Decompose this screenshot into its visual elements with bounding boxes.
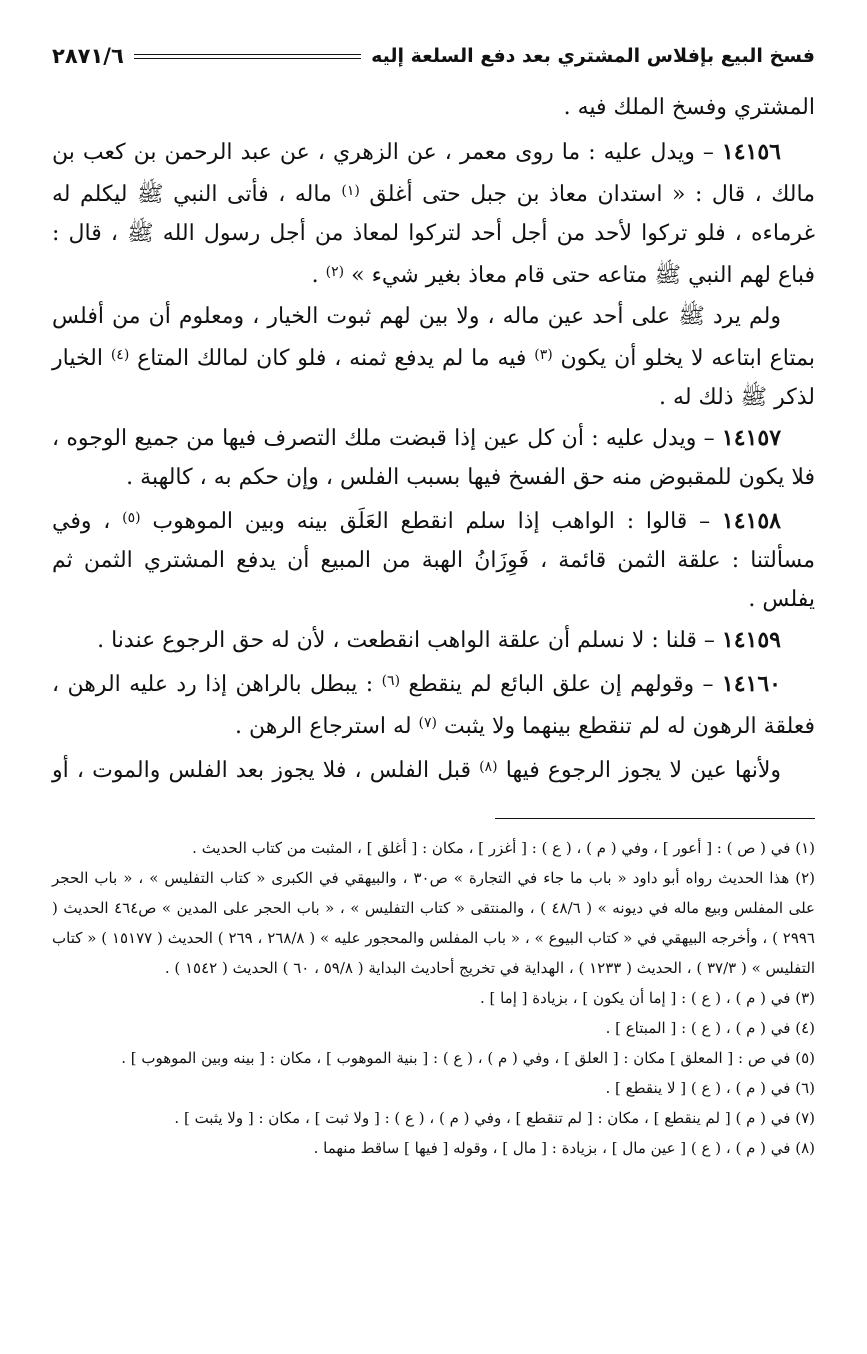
footnote-3: (٣) في ( م ) ، ( ع ) : [ إما أن يكون ] ، بزيادة [ إما ] .	[479, 989, 815, 1007]
paragraph-14157	[52, 419, 815, 497]
footnote-separator	[495, 818, 815, 819]
paragraph-number: ١٤١٥٨	[721, 508, 781, 534]
paragraph-text: ، وفي مسألتنا : علقة الثمن قائمة ، فَوِزَانُ الهبة من المبيع أن يدفع المشتري الثمن ثم يفلس .	[52, 509, 815, 612]
paragraph-number: ١٤١٥٩	[721, 627, 781, 653]
paragraph-continuation: المشتري وفسخ الملك فيه .	[563, 95, 815, 120]
paragraph-text: ولم يرد ﷺ على أحد عين ماله ، ولا بين لهم ثبوت الخيار ، ومعلوم أن من أفلس بمتاع ابتاعه لا يخلو أن يكون	[52, 304, 815, 371]
paragraph-14159	[52, 621, 815, 660]
paragraph-text: الخيار لذكر ﷺ ذلك له .	[52, 346, 815, 410]
footnote-ref[interactable]: (٤)	[110, 347, 130, 363]
footnote-ref[interactable]: (٥)	[122, 510, 141, 526]
paragraph-text: – ويدل عليه : أن كل عين إذا قبضت ملك التصرف فيها من جميع الوجوه ، فلا يكون للمقبوض منه حق الفسخ فيها بسبب الفلس ، وإن حكم به ، كالهبة .	[52, 426, 815, 490]
paragraph-text: – قالوا : الواهب إذا سلم انقطع العَلَق بينه وبين الموهوب	[140, 509, 711, 534]
paragraph-text: – قلنا : لا نسلم أن علقة الواهب انقطعت ، لأن له حق الرجوع عندنا .	[97, 628, 715, 653]
paragraph-14156	[52, 133, 815, 295]
paragraph-continuation-2	[52, 297, 815, 417]
paragraph-continuation-3	[52, 748, 815, 790]
header-rule	[134, 54, 361, 59]
paragraph-text: ماله ، فأتى النبي ﷺ ليكلم له غرماءه ، فلو تركوا لأحد من أجل أحد لتركوا لمعاذ من أجل رسول الله ﷺ ، قال : فباع لهم النبي ﷺ متاعه حتى قام معاذ بغير شيء »	[52, 182, 815, 288]
footnote-ref[interactable]: (٧)	[418, 715, 437, 731]
paragraph-number: ١٤١٥٦	[721, 139, 781, 165]
footnote-ref[interactable]: (١)	[341, 183, 360, 199]
footnote-5: (٥) في ص : [ المعلق ] مكان : [ العلق ] ، وفي ( م ) ، ( ع ) : [ بنية الموهوب ] ، مكان : [ بينه وبين الموهوب ] .	[121, 1049, 815, 1067]
page-number: ٢٨٧١/٦	[52, 44, 124, 68]
paragraph-text: : يبطل بالراهن إذا رد عليه الرهن ، فعلقة الرهون له لم تنقطع بينهما ولا يثبت	[52, 672, 815, 739]
footnote-6: (٦) في ( م ) ، ( ع ) [ لا ينقطع ] .	[605, 1079, 815, 1097]
footnote-ref[interactable]: (٨)	[479, 759, 498, 775]
footnote-4: (٤) في ( م ) ، ( ع ) : [ المبتاع ] .	[605, 1019, 815, 1037]
book-page	[52, 36, 815, 1326]
paragraph-text: – وقولهم إن علق البائع لم ينقطع	[400, 672, 714, 697]
footnote-7: (٧) في ( م ) [ لم ينقطع ] ، مكان : [ لم تنقطع ] ، وفي ( م ) ، ( ع ) : [ ولا ثبت ] ، مكان : [ ولا يثبت ] .	[174, 1109, 815, 1127]
running-header	[52, 36, 815, 76]
footnote-ref[interactable]: (٣)	[534, 347, 553, 363]
paragraph-14158	[52, 499, 815, 619]
footnotes	[52, 833, 815, 1163]
paragraph-text: – ويدل عليه : ما روى معمر ، عن الزهري ، عن عبد الرحمن بن كعب بن مالك ، قال : « استدان معاذ بن جبل حتى أغلق	[52, 140, 815, 207]
footnote-ref[interactable]: (٦)	[381, 673, 401, 689]
paragraph-text: ولأنها عين لا يجوز الرجوع فيها	[497, 758, 782, 783]
footnote-8: (٨) في ( م ) ، ( ع ) [ عين مال ] ، بزيادة : [ مال ] ، وقوله [ فيها ] ساقط منهما .	[313, 1139, 815, 1157]
footnote-1: (١) في ( ص ) : [ أعور ] ، وفي ( م ) ، ( ع ) : [ أغزر ] ، مكان : [ أغلق ] ، المثبت من كتاب الحديث .	[192, 839, 815, 857]
paragraph-text: له استرجاع الرهن .	[235, 714, 419, 739]
chapter-title: فسخ البيع بإفلاس المشتري بعد دفع السلعة إليه	[371, 45, 815, 67]
paragraph-text: قبل الفلس ، فلا يجوز بعد الفلس والموت ، أو	[52, 758, 480, 783]
paragraph-number: ١٤١٦٠	[721, 671, 781, 697]
paragraph-text: .	[311, 263, 326, 288]
paragraph-text: فيه ما لم يدفع ثمنه ، فلو كان لمالك المتاع	[129, 346, 535, 371]
footnote-ref[interactable]: (٢)	[325, 264, 345, 280]
main-text	[52, 88, 815, 790]
paragraph-number: ١٤١٥٧	[721, 425, 782, 451]
footnote-2: (٢) هذا الحديث رواه أبو داود « باب ما جاء في التجارة » ص٣٠ ، والبيهقي في الكبرى « كتاب التفليس » ، « باب الحجر على المفلس وبيع ماله في ديونه » ( ٤٨/٦ ) ، والمنتقى « كتاب التفليس » ، « باب الحجر على المدين » ص٤٦٤ الحديث ( ٢٩٩٦ ) ، وأخرجه البيهقي في « كتاب البيوع » ، « باب المفلس والمحجور عليه » ( ٢٦٨/٨ ، ٢٦٩ ) الحديث ( ١٥١٧٧ ) « كتاب التفليس » ( ٣٧/٣ ) ، الحديث ( ١٢٣٣ ) ، الهداية في تخريج أحاديث البداية ( ٥٩/٨ ، ٦٠ ) الحديث ( ١٥٤٢ ) .	[52, 869, 815, 977]
paragraph-14160	[52, 662, 815, 746]
